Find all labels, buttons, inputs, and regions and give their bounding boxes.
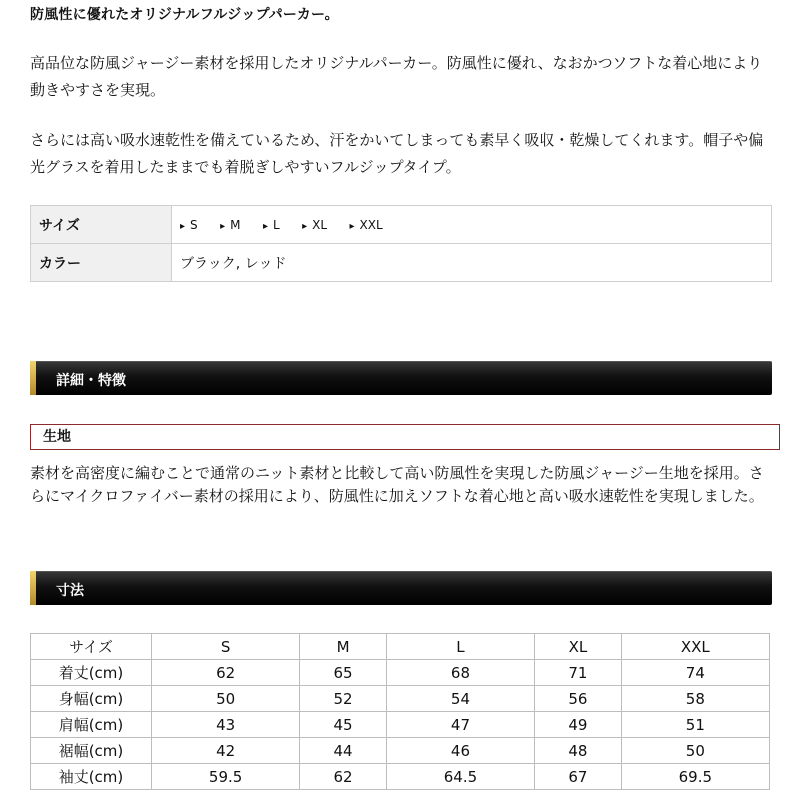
- section-header-dimensions: [30, 571, 772, 605]
- table-cell: 54: [386, 686, 534, 712]
- table-cell: 50: [621, 738, 769, 764]
- table-cell: 67: [535, 764, 622, 790]
- section-accent: [30, 361, 36, 395]
- size-option: ▸ XXL: [350, 218, 383, 232]
- row-label: 肩幅(cm): [31, 712, 152, 738]
- table-cell: 64.5: [386, 764, 534, 790]
- header-cell: M: [300, 634, 387, 660]
- table-cell: 43: [152, 712, 300, 738]
- row-label: 身幅(cm): [31, 686, 152, 712]
- table-cell: 74: [621, 660, 769, 686]
- spec-row-size: [31, 206, 772, 244]
- size-option: ▸ XL: [302, 218, 327, 232]
- table-cell: 52: [300, 686, 387, 712]
- table-cell: 69.5: [621, 764, 769, 790]
- table-cell: 51: [621, 712, 769, 738]
- table-cell: 50: [152, 686, 300, 712]
- table-cell: 47: [386, 712, 534, 738]
- size-option: ▸ S: [180, 218, 198, 232]
- header-cell: L: [386, 634, 534, 660]
- table-row: [31, 686, 770, 712]
- table-cell: 44: [300, 738, 387, 764]
- table-cell: 65: [300, 660, 387, 686]
- section-accent: [30, 571, 36, 605]
- product-title: 防風性に優れたオリジナルフルジップパーカー。: [30, 7, 339, 23]
- row-label: 着丈(cm): [31, 660, 152, 686]
- size-option: ▸ L: [263, 218, 280, 232]
- header-cell: XL: [535, 634, 622, 660]
- fabric-paragraph: 素材を高密度に編むことで通常のニット素材と比較して高い防風性を実現した防風ジャージー生地を採用。さらにマイクロファイバー素材の採用により、防風性に加えソフトな着心地と高い吸水速乾性を実現しました。: [30, 464, 764, 505]
- table-cell: 68: [386, 660, 534, 686]
- row-label: 裾幅(cm): [31, 738, 152, 764]
- feature-paragraph: さらには高い吸水速乾性を備えているため、汗をかいてしまっても素早く吸収・乾燥してくれます。帽子や偏光グラスを着用したままでも着脱ぎしやすいフルジップタイプ。: [30, 131, 764, 176]
- table-cell: 59.5: [152, 764, 300, 790]
- table-row: [31, 712, 770, 738]
- dimensions-table: [30, 633, 770, 790]
- size-option: ▸ M: [220, 218, 240, 232]
- spec-row-color: [31, 244, 772, 282]
- table-cell: 56: [535, 686, 622, 712]
- color-label: カラー: [31, 244, 172, 282]
- table-row: [31, 764, 770, 790]
- table-cell: 48: [535, 738, 622, 764]
- section-title: 詳細・特徴: [56, 373, 126, 389]
- table-cell: 71: [535, 660, 622, 686]
- color-values: ブラック, レッド: [172, 244, 772, 282]
- table-cell: 62: [300, 764, 387, 790]
- header-cell: S: [152, 634, 300, 660]
- spec-table: [30, 205, 772, 282]
- section-header-details: [30, 361, 772, 395]
- size-list: [172, 206, 772, 244]
- table-cell: 42: [152, 738, 300, 764]
- table-cell: 62: [152, 660, 300, 686]
- table-cell: 49: [535, 712, 622, 738]
- fabric-heading: 生地: [30, 424, 780, 450]
- header-cell: サイズ: [31, 634, 152, 660]
- table-cell: 45: [300, 712, 387, 738]
- table-row: [31, 660, 770, 686]
- size-label: サイズ: [31, 206, 172, 244]
- table-row: [31, 738, 770, 764]
- header-cell: XXL: [621, 634, 769, 660]
- row-label: 袖丈(cm): [31, 764, 152, 790]
- table-cell: 46: [386, 738, 534, 764]
- intro-paragraph: 高品位な防風ジャージー素材を採用したオリジナルパーカー。防風性に優れ、なおかつソフトな着心地により動きやすさを実現。: [30, 54, 763, 99]
- table-cell: 58: [621, 686, 769, 712]
- section-title: 寸法: [56, 583, 84, 599]
- table-header-row: [31, 634, 770, 660]
